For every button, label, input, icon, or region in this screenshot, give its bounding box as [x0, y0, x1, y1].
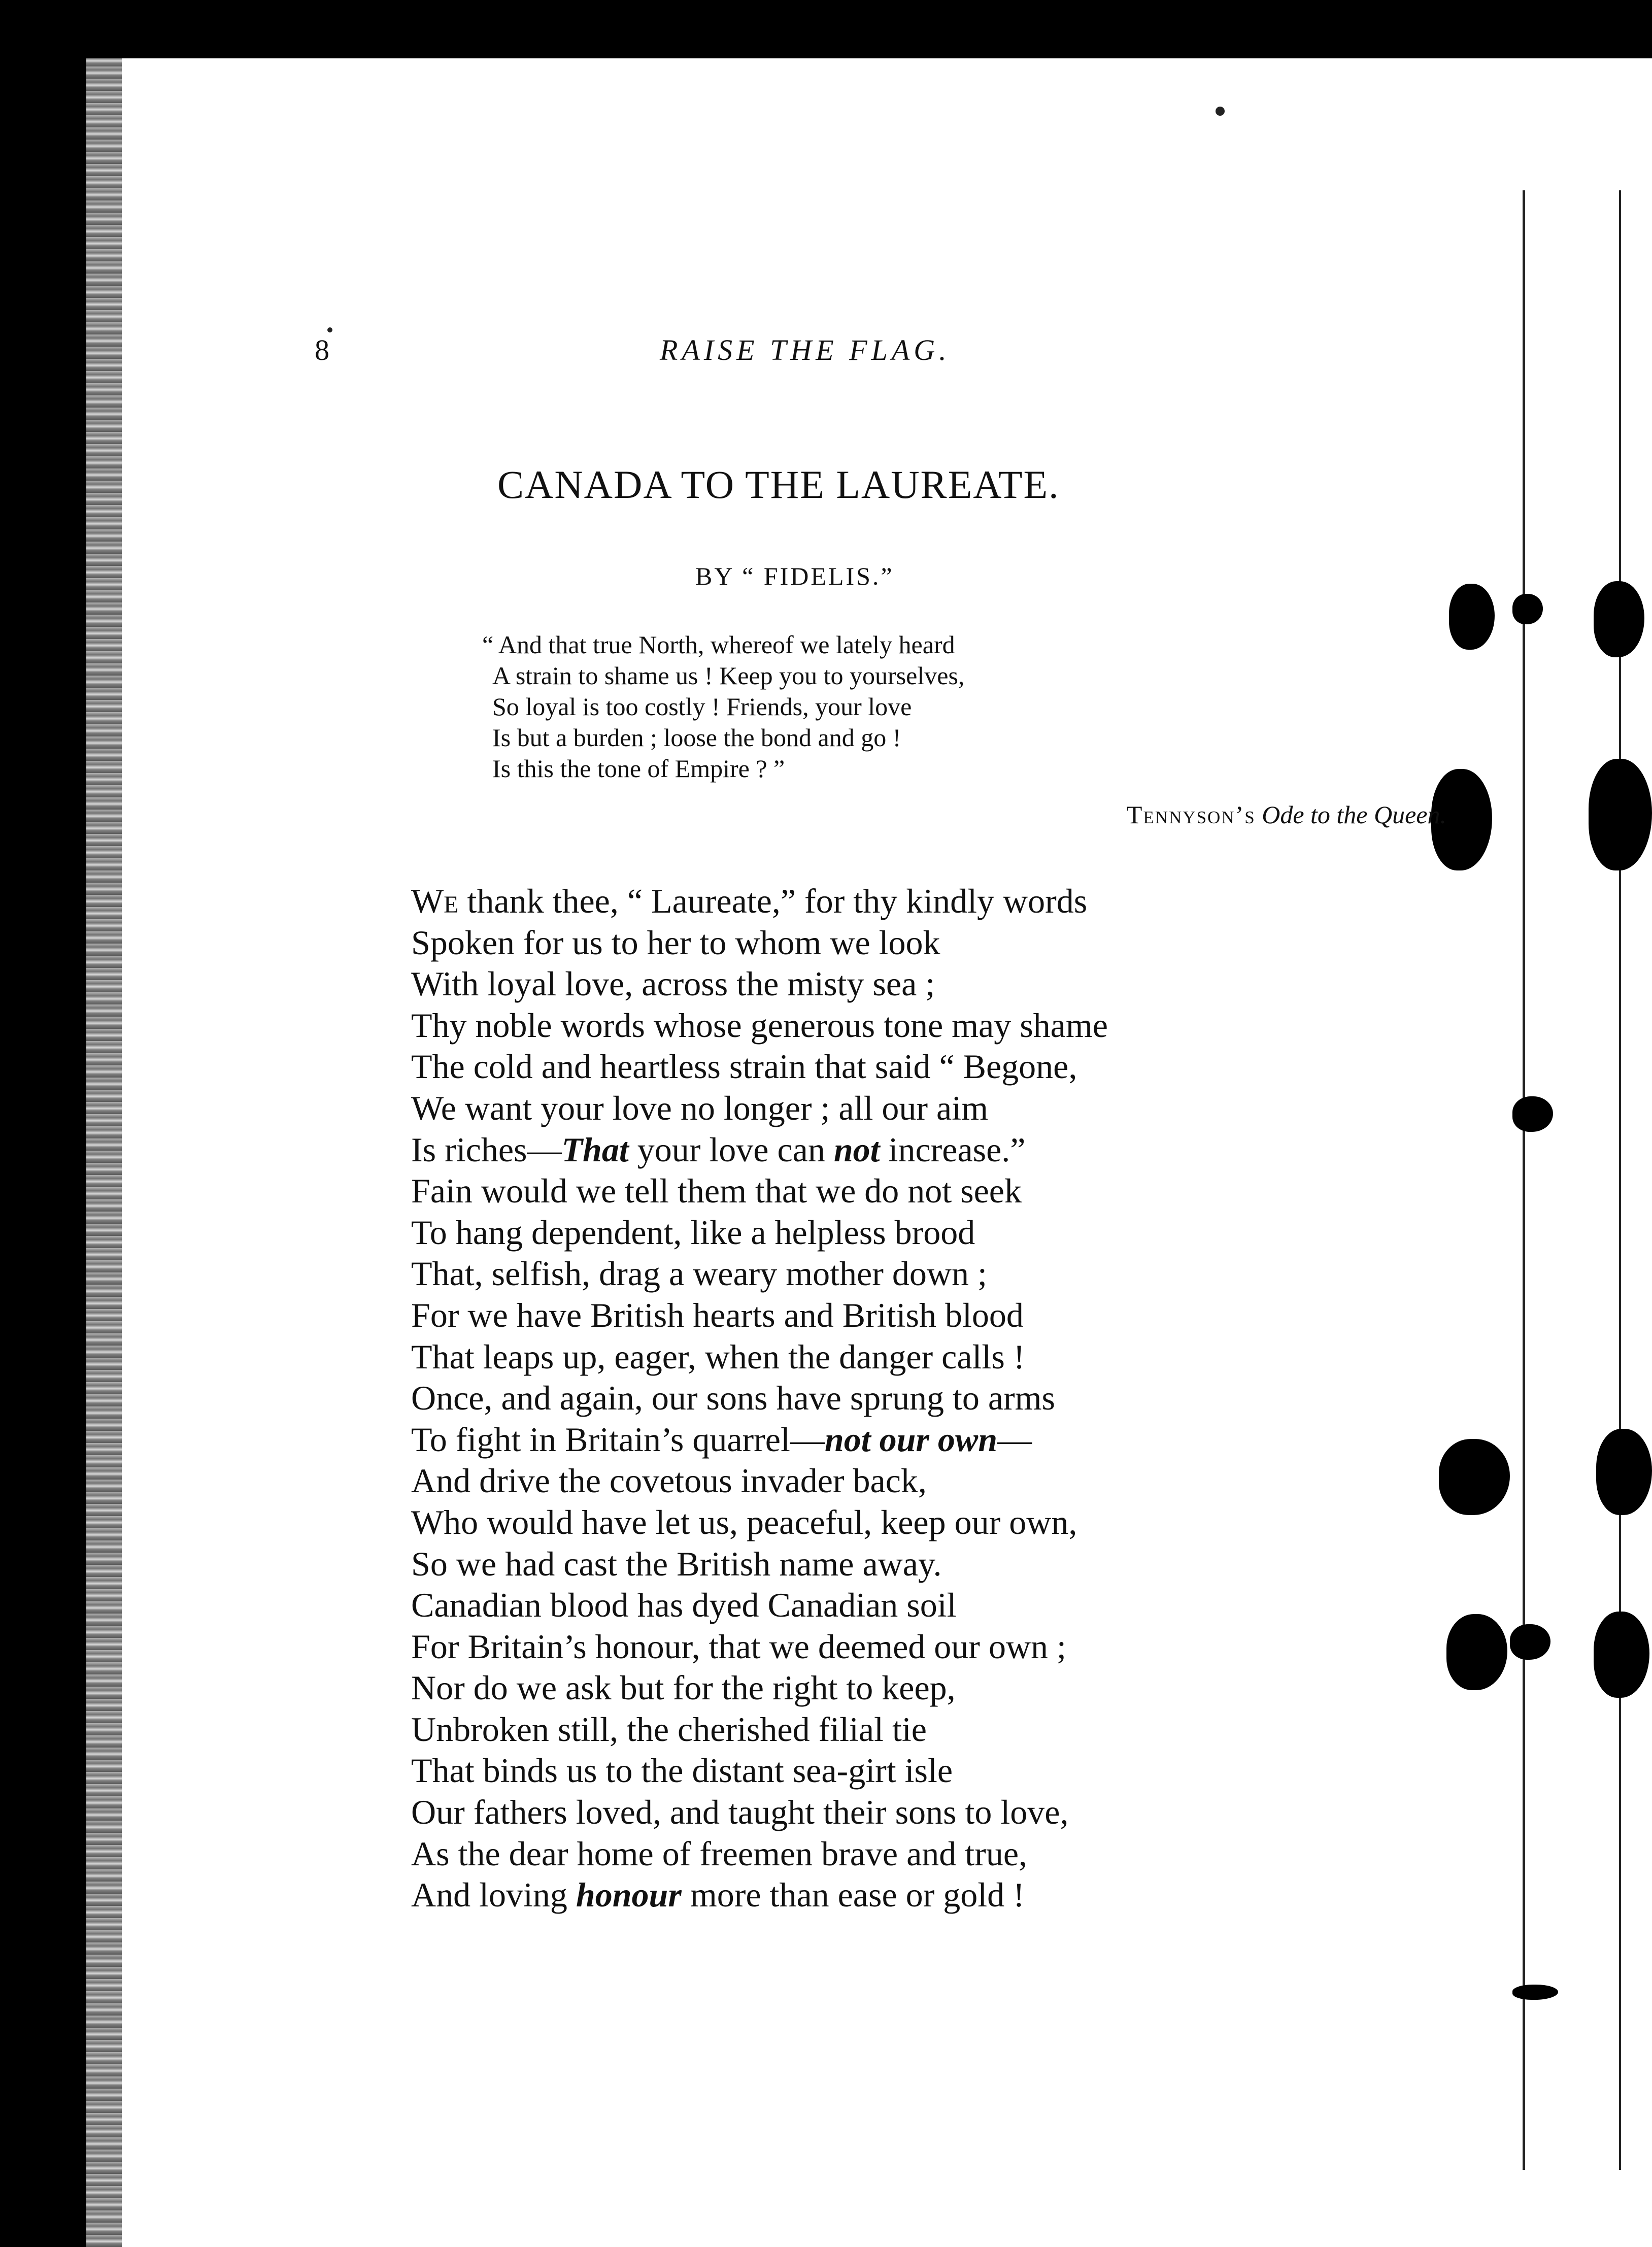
verse-line	[411, 1874, 1426, 1916]
page-gutter-shadow	[86, 58, 122, 2247]
verse-emphasis: not our own	[824, 1420, 998, 1459]
ink-blot	[1446, 1614, 1507, 1690]
ink-blot	[1510, 1624, 1550, 1660]
attribution-work: Ode to the Queen.	[1262, 800, 1446, 829]
verse-line: For we have British hearts and British blood	[411, 1295, 1024, 1334]
epigraph-line: Is this the tone of Empire ? ”	[492, 754, 785, 783]
epigraph-line: So loyal is too costly ! Friends, your love	[492, 692, 912, 721]
edge-rule-line	[1523, 190, 1525, 2170]
attribution-author: Tennyson’s	[1126, 800, 1256, 829]
scan-speck	[1216, 107, 1225, 116]
page-number: 8	[315, 333, 329, 366]
epigraph-line: “ And that true North, whereof we lately heard	[482, 630, 955, 659]
verse-fragment: increase.”	[880, 1130, 1026, 1169]
poem-byline: BY “ FIDELIS.”	[695, 562, 894, 590]
poem-title: CANADA TO THE LAUREATE.	[497, 462, 1060, 507]
verse-line	[411, 881, 1426, 922]
verse-lead-word: We	[411, 882, 459, 920]
ink-blot	[1512, 1096, 1553, 1132]
verse-line: Spoken for us to her to whom we look	[411, 923, 940, 962]
ink-blot	[1589, 759, 1652, 870]
verse-line: With loyal love, across the misty sea ;	[411, 964, 935, 1003]
running-title: RAISE THE FLAG.	[660, 333, 951, 366]
verse-line-text: thank thee, “ Laureate,” for thy kindly words	[458, 882, 1088, 920]
verse-fragment: And loving	[411, 1875, 576, 1915]
verse-line: That binds us to the distant sea-girt isle	[411, 1751, 953, 1790]
verse-fragment: —	[997, 1420, 1032, 1459]
verse-line: That leaps up, eager, when the danger calls !	[411, 1337, 1025, 1376]
verse-line: That, selfish, drag a weary mother down ;	[411, 1254, 987, 1293]
running-head	[86, 330, 1652, 371]
verse-line	[411, 1419, 1426, 1461]
ink-blot	[1596, 1429, 1652, 1515]
verse-line: Thy noble words whose generous tone may shame	[411, 1005, 1108, 1045]
verse-emphasis: That	[561, 1130, 629, 1169]
scanned-edge-artifacts	[1388, 58, 1652, 2247]
verse-fragment: your love can	[628, 1130, 834, 1169]
verse-emphasis: not	[833, 1130, 880, 1169]
epigraph	[482, 629, 1446, 829]
verse-line: And drive the covetous invader back,	[411, 1461, 927, 1500]
verse-line: Canadian blood has dyed Canadian soil	[411, 1586, 957, 1625]
verse-line: Our fathers loved, and taught their sons to love,	[411, 1793, 1069, 1832]
verse-line: To hang dependent, like a helpless brood	[411, 1213, 975, 1252]
verse-line: We want your love no longer ; all our aim	[411, 1088, 989, 1127]
verse-line: So we had cast the British name away.	[411, 1544, 942, 1583]
ink-blot	[1512, 594, 1543, 624]
book-page	[86, 58, 1652, 2247]
edge-rule-line	[1619, 190, 1621, 2170]
verse-line	[411, 1129, 1426, 1171]
verse-line: Nor do we ask but for the right to keep,	[411, 1668, 956, 1707]
verse-line: The cold and heartless strain that said “ Begone,	[411, 1047, 1077, 1086]
verse-line: Once, and again, our sons have sprung to arms	[411, 1379, 1056, 1418]
poem-verse	[411, 881, 1426, 1916]
verse-line: For Britain’s honour, that we deemed our own ;	[411, 1627, 1066, 1666]
verse-fragment: To fight in Britain’s quarrel—	[411, 1420, 825, 1459]
ink-blot	[1594, 581, 1644, 657]
ink-blot	[1594, 1612, 1649, 1698]
verse-emphasis: honour	[576, 1875, 682, 1915]
verse-line: Who would have let us, peaceful, keep our own,	[411, 1502, 1077, 1541]
ink-blot	[1439, 1439, 1510, 1515]
ink-blot	[1449, 584, 1495, 650]
verse-fragment: more than ease or gold !	[681, 1875, 1025, 1915]
epigraph-attribution	[1127, 797, 1446, 832]
verse-line: As the dear home of freemen brave and true,	[411, 1834, 1028, 1873]
ink-blot	[1512, 1985, 1558, 2000]
verse-fragment: Is riches—	[411, 1130, 562, 1169]
verse-line: Fain would we tell them that we do not seek	[411, 1171, 1022, 1211]
verse-line: Unbroken still, the cherished filial tie	[411, 1709, 927, 1749]
epigraph-line: A strain to shame us ! Keep you to yourselves,	[492, 661, 965, 690]
epigraph-line: Is but a burden ; loose the bond and go !	[492, 723, 901, 752]
